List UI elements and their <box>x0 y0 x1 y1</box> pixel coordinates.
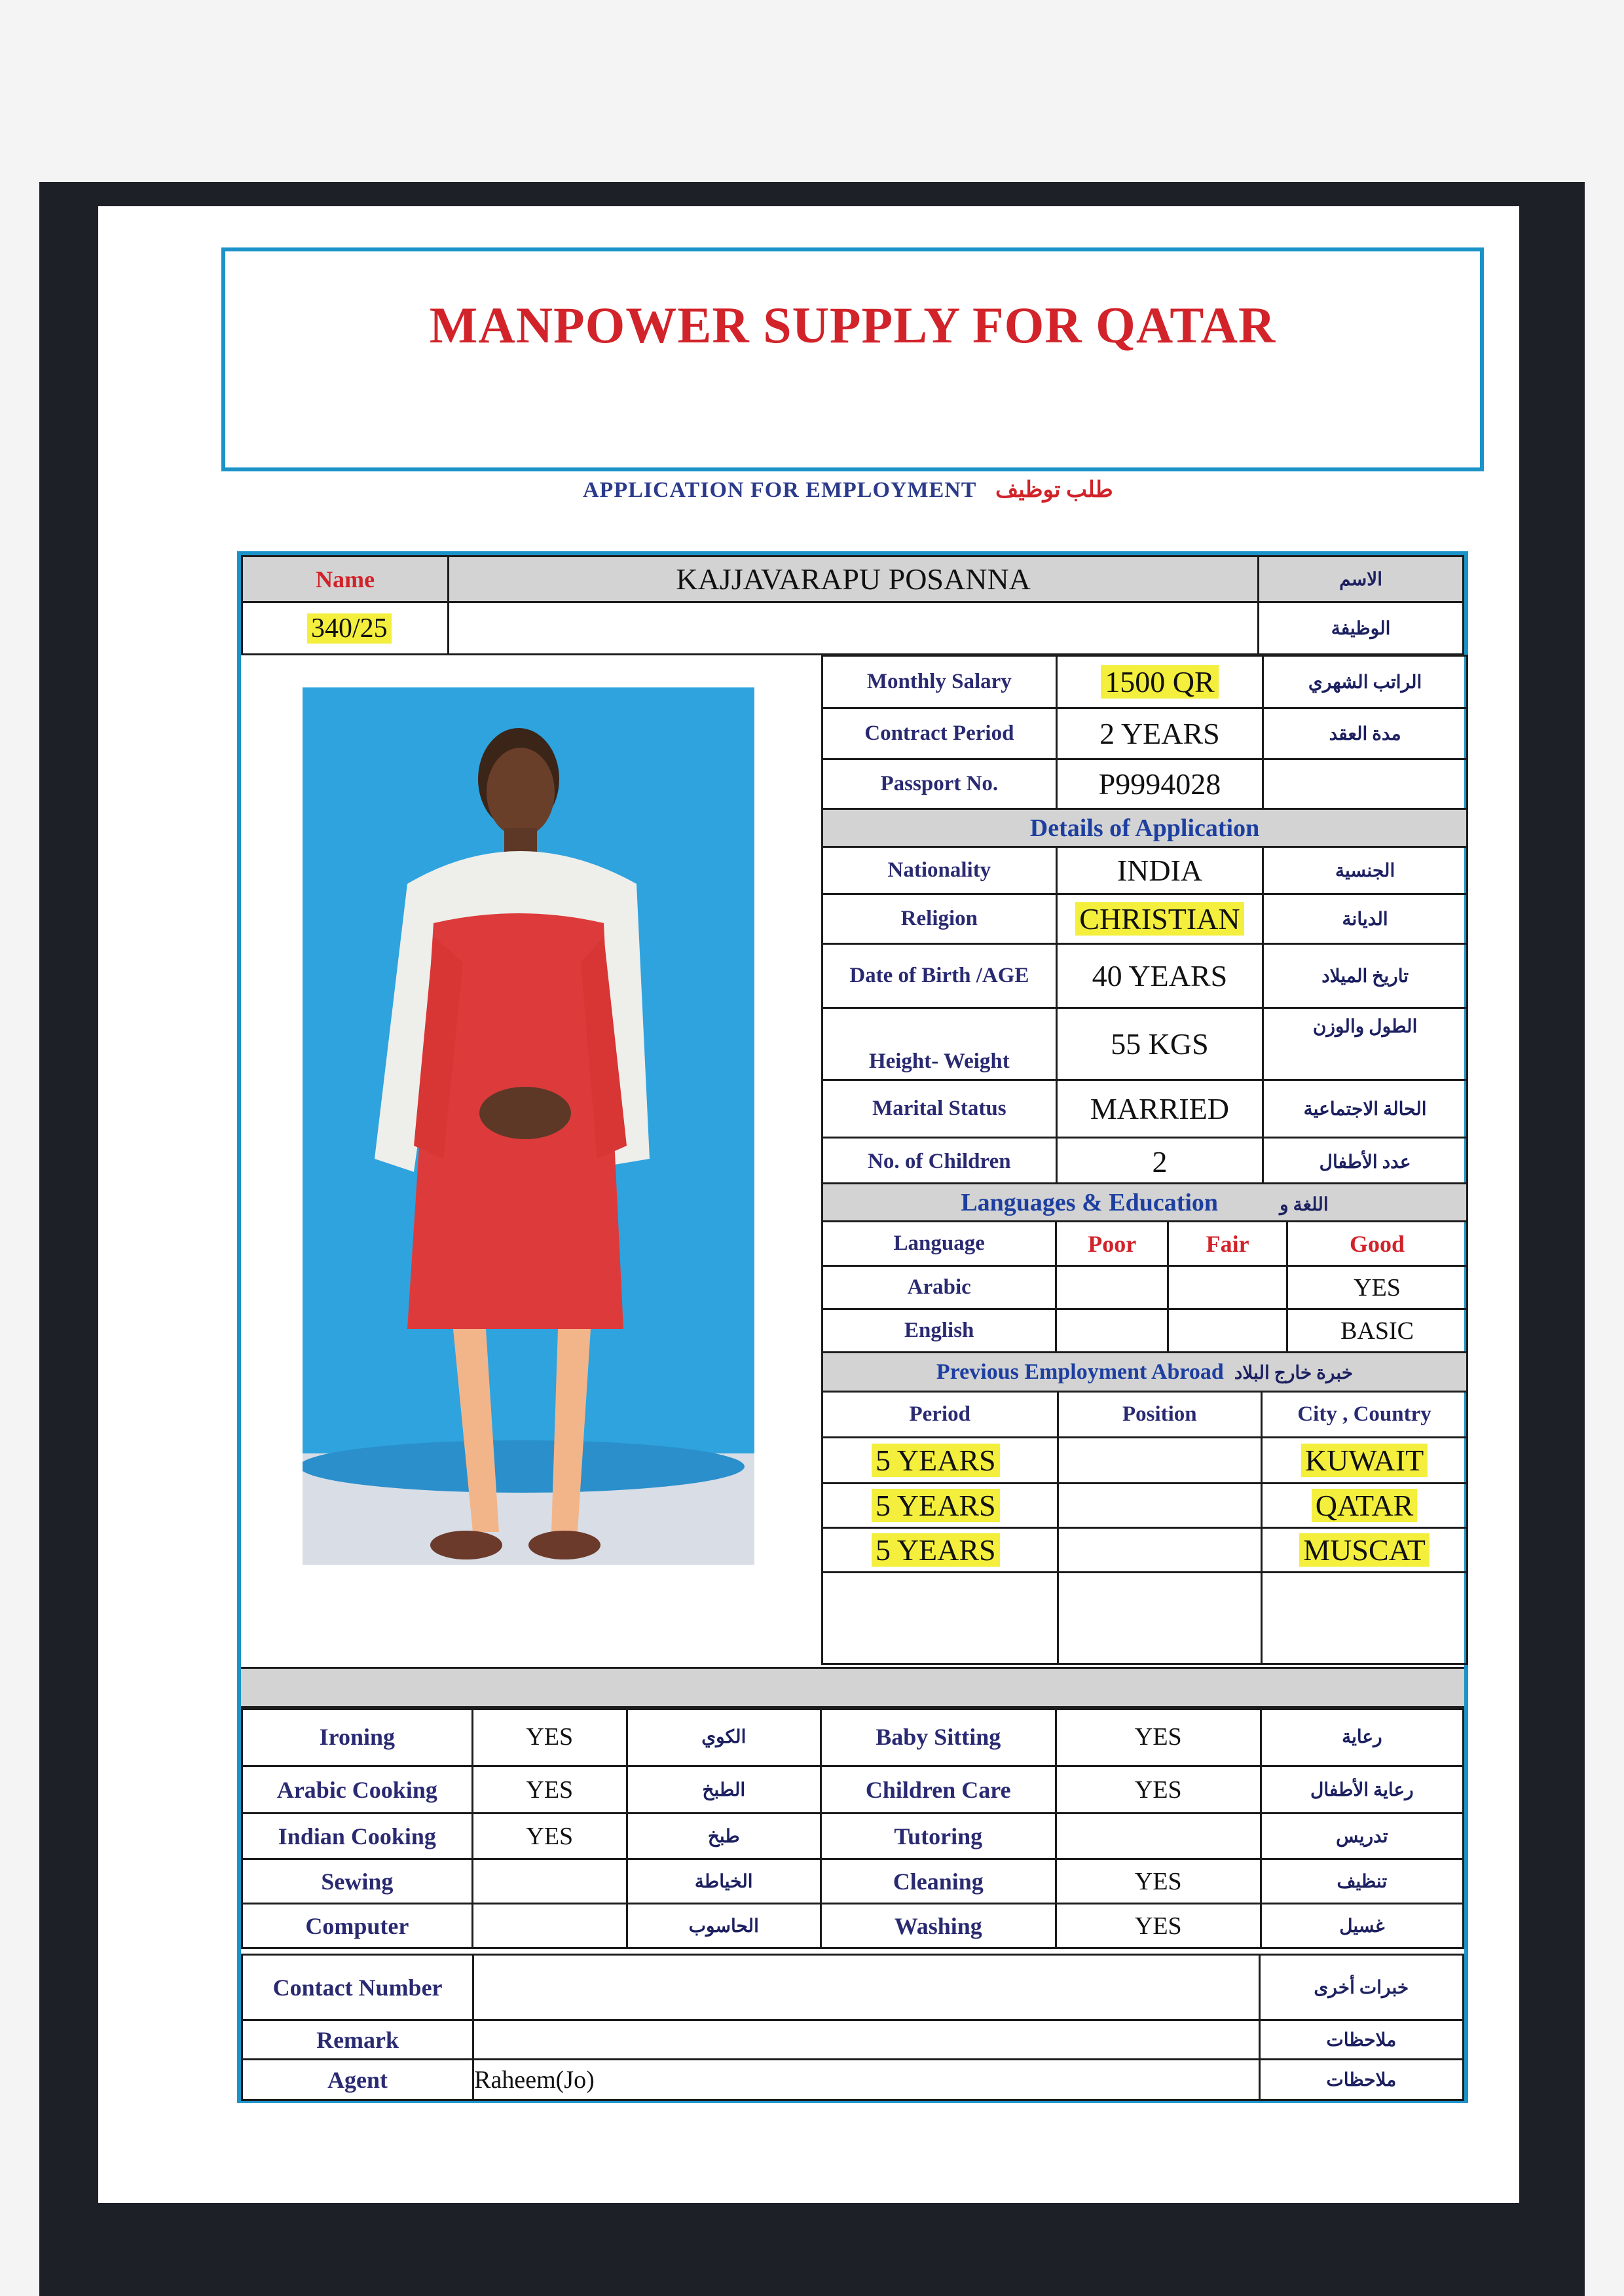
nationality-arabic: الجنسية <box>1335 860 1395 881</box>
skill-indian-cooking-label-cell <box>242 1813 473 1859</box>
skill-computer-label: Computer <box>305 1912 409 1939</box>
lang-english-good <box>1287 1309 1467 1353</box>
skill-children-care-value: YES <box>1134 1776 1182 1804</box>
skill-washing-arabic-cell <box>1261 1904 1463 1948</box>
skill-cleaning-label: Cleaning <box>893 1868 984 1895</box>
remark-label: Remark <box>316 2026 399 2053</box>
age-label-cell <box>822 944 1057 1008</box>
emp-row3-position-cell <box>1058 1528 1262 1573</box>
contact-arabic: خبرات أخرى <box>1314 1977 1409 1998</box>
religion-value-cell <box>1056 894 1263 944</box>
emp-row1-city: KUWAIT <box>1301 1444 1428 1477</box>
marital-value: MARRIED <box>1090 1092 1230 1125</box>
children-arabic-cell <box>1263 1138 1467 1186</box>
skill-ironing-arabic: الكوي <box>701 1726 747 1747</box>
salary-label: Monthly Salary <box>866 670 1012 693</box>
ref-number: 340/25 <box>307 613 392 644</box>
skill-tutoring-arabic: تدريس <box>1336 1826 1388 1847</box>
agent-label: Agent <box>327 2066 388 2093</box>
skill-children-care-arabic-cell <box>1261 1766 1463 1813</box>
skill-ironing-label: Ironing <box>319 1723 396 1750</box>
nationality-value: INDIA <box>1116 854 1203 887</box>
passport-label-cell <box>822 759 1057 809</box>
religion-label-cell <box>822 894 1057 944</box>
skill-children-care-label: Children Care <box>865 1776 1011 1803</box>
height-weight-value: 55 KGS <box>1111 1027 1209 1061</box>
skill-cleaning-label-cell <box>821 1859 1056 1904</box>
age-label: Date of Birth /AGE <box>849 964 1029 987</box>
skill-computer-value-cell <box>472 1904 627 1948</box>
skill-computer-label-cell <box>242 1904 473 1948</box>
lang-arabic-label: Arabic <box>907 1275 971 1299</box>
contract-value-cell <box>1056 708 1263 759</box>
lang-english-poor <box>1056 1309 1168 1353</box>
employment-table <box>821 1351 1468 1665</box>
languages-header-cell <box>822 1184 1467 1222</box>
ref-arabic-cell <box>1259 602 1464 655</box>
agent-value-cell <box>473 2060 1260 2100</box>
marital-arabic: الحالة الاجتماعية <box>1303 1099 1427 1120</box>
emp-row2-city-cell <box>1262 1484 1467 1528</box>
passport-value: P9994028 <box>1098 767 1221 801</box>
details-header: Details of Application <box>1029 814 1260 842</box>
agent-label-cell <box>242 2060 473 2100</box>
skill-tutoring-arabic-cell <box>1261 1813 1463 1859</box>
skill-arabic-cooking-arabic: الطبخ <box>702 1779 746 1800</box>
lang-col-language-cell <box>822 1222 1056 1266</box>
document-subtitle-arabic: طلب توظيف <box>995 478 1113 502</box>
skill-tutoring-label: Tutoring <box>894 1823 983 1850</box>
emp-row1-period: 5 YEARS <box>872 1444 1000 1477</box>
skill-children-care-value-cell <box>1056 1766 1261 1813</box>
title-box <box>221 247 1484 471</box>
lang-arabic-poor <box>1056 1266 1168 1309</box>
nationality-value-cell <box>1056 847 1263 894</box>
contract-arabic-cell <box>1263 708 1467 759</box>
skill-arabic-cooking-label-cell <box>242 1766 473 1813</box>
ref-arabic: الوظيفة <box>1331 618 1391 639</box>
religion-arabic-cell <box>1263 894 1467 944</box>
skills-table <box>241 1706 1464 1949</box>
skill-cleaning-value-cell <box>1056 1859 1261 1904</box>
age-arabic-cell <box>1263 944 1467 1008</box>
religion-value: CHRISTIAN <box>1075 902 1244 936</box>
agent-arabic: ملاحظات <box>1326 2069 1397 2090</box>
skill-washing-arabic: غسيل <box>1339 1916 1385 1937</box>
document-title: MANPOWER SUPPLY FOR QATAR <box>429 297 1276 354</box>
footer-table <box>241 1954 1464 2101</box>
skill-babysitting-value: YES <box>1134 1722 1182 1751</box>
lang-arabic-cell <box>822 1266 1056 1309</box>
salary-arabic: الراتب الشهري <box>1308 672 1422 693</box>
contact-label-cell <box>242 1955 473 2020</box>
employment-header-arabic: خبرة خارج البلاد <box>1234 1362 1354 1383</box>
name-arabic: الاسم <box>1339 569 1382 590</box>
remark-label-cell <box>242 2020 473 2060</box>
remark-value-cell <box>473 2020 1260 2060</box>
emp-row3-city-cell <box>1262 1528 1467 1573</box>
height-weight-label: Height- Weight <box>868 1049 1010 1073</box>
remark-arabic-cell <box>1259 2020 1463 2060</box>
skill-ironing-arabic-cell <box>627 1707 821 1766</box>
lang-arabic-good-value: YES <box>1354 1273 1401 1302</box>
emp-row1-period-cell <box>822 1438 1058 1484</box>
height-weight-value-cell <box>1056 1008 1263 1080</box>
salary-arabic-cell <box>1263 656 1467 708</box>
age-arabic: تاريخ الميلاد <box>1321 966 1409 987</box>
contact-label: Contact Number <box>272 1974 443 2001</box>
emp-col-position-cell <box>1058 1392 1262 1438</box>
salary-label-cell <box>822 656 1057 708</box>
details-table <box>821 655 1468 1187</box>
emp-row2-city: QATAR <box>1312 1489 1418 1522</box>
name-value: KAJJAVARAPU POSANNA <box>676 562 1031 596</box>
ref-cell <box>242 602 449 655</box>
skill-arabic-cooking-label: Arabic Cooking <box>276 1776 437 1803</box>
skill-washing-value-cell <box>1056 1904 1261 1948</box>
skill-babysitting-arabic-cell <box>1261 1707 1463 1766</box>
details-header-cell <box>822 809 1467 847</box>
ref-blank-cell <box>449 602 1259 655</box>
skill-arabic-cooking-arabic-cell <box>627 1766 821 1813</box>
contract-arabic: مدة العقد <box>1329 723 1401 744</box>
lang-english-fair <box>1168 1309 1287 1353</box>
lang-arabic-good <box>1287 1266 1467 1309</box>
nationality-arabic-cell <box>1263 847 1467 894</box>
emp-col-city-cell <box>1262 1392 1467 1438</box>
contract-label-cell <box>822 708 1057 759</box>
marital-label: Marital Status <box>872 1097 1006 1120</box>
skill-sewing-label: Sewing <box>321 1868 394 1895</box>
skill-babysitting-value-cell <box>1056 1707 1261 1766</box>
skill-arabic-cooking-value-cell <box>472 1766 627 1813</box>
emp-row2-period-cell <box>822 1484 1058 1528</box>
lang-english-good-value: BASIC <box>1340 1317 1414 1345</box>
skill-cleaning-arabic: تنظيف <box>1337 1871 1388 1892</box>
separator-band <box>241 1667 1464 1710</box>
religion-label: Religion <box>900 907 978 930</box>
passport-value-cell <box>1056 759 1263 809</box>
passport-label: Passport No. <box>880 772 999 795</box>
age-value: 40 YEARS <box>1092 959 1228 993</box>
contract-label: Contract Period <box>864 721 1014 745</box>
skill-sewing-arabic: الخياطة <box>694 1871 753 1892</box>
emp-row3-city: MUSCAT <box>1299 1533 1430 1567</box>
children-label-cell <box>822 1138 1057 1186</box>
emp-col-position: Position <box>1122 1402 1197 1426</box>
skill-indian-cooking-label: Indian Cooking <box>278 1823 436 1850</box>
children-value: 2 <box>1152 1145 1168 1178</box>
emp-row3-period-cell <box>822 1528 1058 1573</box>
skill-babysitting-label-cell <box>821 1707 1056 1766</box>
name-arabic-cell <box>1259 556 1464 602</box>
height-weight-arabic-cell <box>1263 1008 1467 1080</box>
skill-ironing-label-cell <box>242 1707 473 1766</box>
agent-value: Raheem(Jo) <box>474 2066 595 2094</box>
salary-value: 1500 QR <box>1101 665 1218 699</box>
languages-header-arabic: اللغة و <box>1280 1194 1329 1215</box>
skill-cleaning-arabic-cell <box>1261 1859 1463 1904</box>
nationality-label: Nationality <box>887 858 991 882</box>
contract-value: 2 YEARS <box>1099 717 1220 750</box>
skill-cleaning-value: YES <box>1134 1867 1182 1895</box>
emp-row2-period: 5 YEARS <box>872 1489 1000 1522</box>
lang-col-fair-cell <box>1168 1222 1287 1266</box>
identity-table <box>241 555 1464 655</box>
nationality-label-cell <box>822 847 1057 894</box>
marital-label-cell <box>822 1080 1057 1138</box>
skill-children-care-label-cell <box>821 1766 1056 1813</box>
document-subtitle: APPLICATION FOR EMPLOYMENT <box>583 478 977 502</box>
skill-arabic-cooking-value: YES <box>526 1776 574 1804</box>
skill-computer-arabic: الحاسوب <box>688 1916 759 1937</box>
languages-table <box>821 1182 1468 1353</box>
name-label-cell <box>242 556 449 602</box>
marital-value-cell <box>1056 1080 1263 1138</box>
marital-arabic-cell <box>1263 1080 1467 1138</box>
contact-value-cell <box>473 1955 1260 2020</box>
children-arabic: عدد الأطفال <box>1319 1152 1411 1173</box>
skill-indian-cooking-arabic-cell <box>627 1813 821 1859</box>
lang-english-label: English <box>904 1319 974 1342</box>
skill-washing-label-cell <box>821 1904 1056 1948</box>
skill-indian-cooking-value-cell <box>472 1813 627 1859</box>
languages-header: Languages & Education <box>961 1188 1219 1216</box>
salary-value-cell <box>1056 656 1263 708</box>
skill-indian-cooking-arabic: طبخ <box>707 1826 740 1847</box>
contact-arabic-cell <box>1259 1955 1463 2020</box>
skill-babysitting-arabic: رعاية <box>1342 1726 1382 1747</box>
remark-arabic: ملاحظات <box>1326 2030 1397 2050</box>
skill-babysitting-label: Baby Sitting <box>876 1723 1001 1750</box>
skill-children-care-arabic: رعاية الأطفال <box>1310 1779 1414 1800</box>
skill-tutoring-label-cell <box>821 1813 1056 1859</box>
emp-col-period: Period <box>909 1402 970 1426</box>
skill-ironing-value: YES <box>526 1722 574 1751</box>
children-value-cell <box>1056 1138 1263 1186</box>
agent-arabic-cell <box>1259 2060 1463 2100</box>
name-label: Name <box>316 566 375 592</box>
emp-row1-position-cell <box>1058 1438 1262 1484</box>
lang-arabic-fair <box>1168 1266 1287 1309</box>
name-value-cell <box>449 556 1259 602</box>
age-value-cell <box>1056 944 1263 1008</box>
skill-sewing-value-cell <box>472 1859 627 1904</box>
lang-col-poor: Poor <box>1088 1230 1137 1257</box>
emp-col-city: City , Country <box>1297 1402 1431 1426</box>
employment-header: Previous Employment Abroad <box>936 1359 1224 1384</box>
skill-washing-value: YES <box>1134 1912 1182 1940</box>
applicant-photo <box>303 687 754 1565</box>
emp-row3-period: 5 YEARS <box>872 1533 1000 1567</box>
emp-blank-3 <box>1262 1573 1467 1664</box>
lang-col-good-cell <box>1287 1222 1467 1266</box>
lang-col-fair: Fair <box>1206 1230 1249 1257</box>
passport-arabic-cell <box>1263 759 1467 809</box>
skill-tutoring-value-cell <box>1056 1813 1261 1859</box>
height-weight-label-cell <box>822 1008 1057 1080</box>
emp-row1-city-cell <box>1262 1438 1467 1484</box>
emp-col-period-cell <box>822 1392 1058 1438</box>
applicant-photo-illustration <box>303 687 754 1565</box>
emp-row2-position-cell <box>1058 1484 1262 1528</box>
lang-col-poor-cell <box>1056 1222 1168 1266</box>
employment-header-cell <box>822 1353 1467 1392</box>
children-label: No. of Children <box>868 1150 1011 1173</box>
emp-blank-1 <box>822 1573 1058 1664</box>
skill-indian-cooking-value: YES <box>526 1822 574 1850</box>
skill-ironing-value-cell <box>472 1707 627 1766</box>
skill-sewing-label-cell <box>242 1859 473 1904</box>
skill-washing-label: Washing <box>894 1912 982 1939</box>
skill-computer-arabic-cell <box>627 1904 821 1948</box>
lang-col-good: Good <box>1350 1230 1405 1257</box>
skill-sewing-arabic-cell <box>627 1859 821 1904</box>
lang-english-cell <box>822 1309 1056 1353</box>
lang-col-language: Language <box>893 1231 985 1255</box>
height-weight-arabic: الطول والوزن <box>1312 1017 1418 1037</box>
emp-blank-2 <box>1058 1573 1262 1664</box>
religion-arabic: الديانة <box>1342 909 1388 930</box>
